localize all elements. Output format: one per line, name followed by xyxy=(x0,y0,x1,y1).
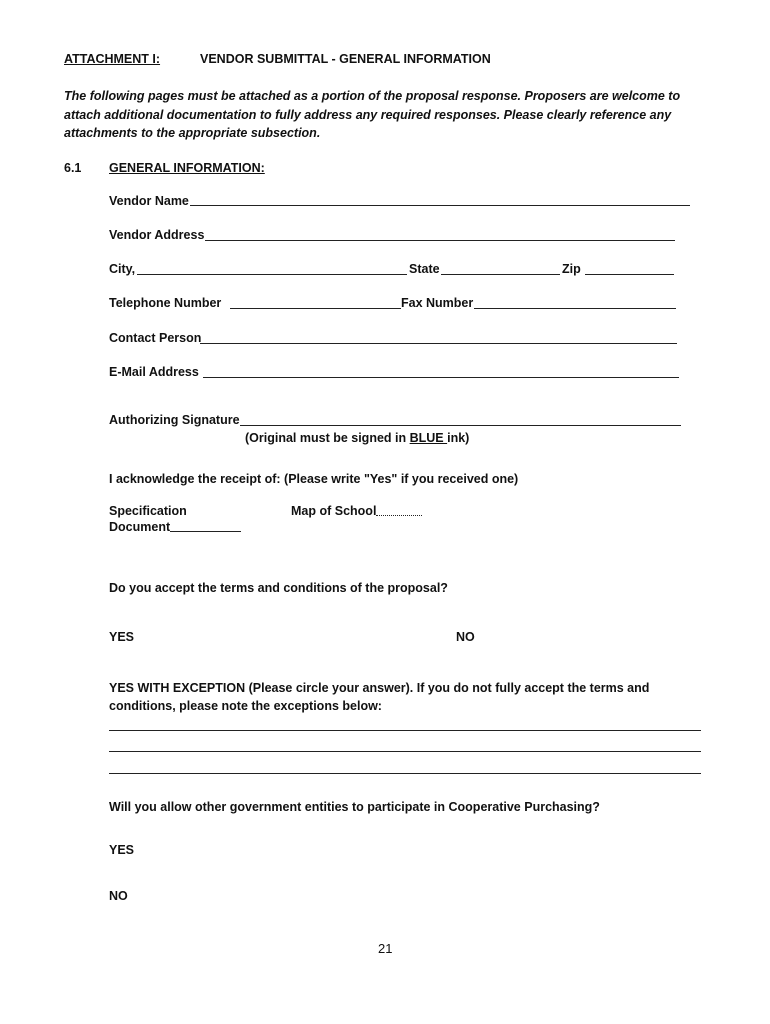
fax-field[interactable] xyxy=(474,308,676,309)
coop-question: Will you allow other government entities to participate in Cooperative Purchasing? xyxy=(109,800,600,814)
page-title: VENDOR SUBMITTAL - GENERAL INFORMATION xyxy=(200,52,491,66)
zip-label: Zip xyxy=(562,262,581,276)
state-label: State xyxy=(409,262,440,276)
page-number: 21 xyxy=(378,941,393,956)
exceptions-line-1[interactable] xyxy=(109,730,701,731)
vendor-name-label: Vendor Name xyxy=(109,194,189,208)
contact-person-label: Contact Person xyxy=(109,331,202,345)
section-title: GENERAL INFORMATION: xyxy=(109,161,265,175)
telephone-label: Telephone Number xyxy=(109,296,222,310)
map-of-school-label: Map of School xyxy=(291,504,377,518)
signature-note-end: ink) xyxy=(447,431,470,445)
attachment-label: ATTACHMENT I: xyxy=(64,52,161,66)
document-label: Document xyxy=(109,520,171,534)
zip-field[interactable] xyxy=(585,274,674,275)
terms-question: Do you accept the terms and conditions of the proposal? xyxy=(109,581,448,595)
specification-label: Specification xyxy=(109,504,187,518)
section-number: 6.1 xyxy=(64,161,82,175)
terms-yes-option[interactable]: YES xyxy=(109,630,135,644)
telephone-field[interactable] xyxy=(230,308,401,309)
coop-no-option[interactable]: NO xyxy=(109,889,128,903)
signature-note-text: (Original must be signed in xyxy=(245,431,410,445)
email-field[interactable] xyxy=(203,377,679,378)
acknowledge-prompt: I acknowledge the receipt of: (Please write "Yes" if you received one) xyxy=(109,472,519,486)
signature-label: Authorizing Signature xyxy=(109,413,240,427)
terms-no-option[interactable]: NO xyxy=(456,630,475,644)
city-label: City, xyxy=(109,262,136,276)
signature-note xyxy=(245,431,469,445)
map-of-school-field[interactable] xyxy=(376,515,422,516)
blue-ink-emphasis: BLUE xyxy=(409,431,448,445)
exceptions-line-2[interactable] xyxy=(109,751,701,752)
vendor-address-label: Vendor Address xyxy=(109,228,205,242)
vendor-address-field[interactable] xyxy=(205,240,675,241)
email-label: E-Mail Address xyxy=(109,365,199,379)
state-field[interactable] xyxy=(441,274,560,275)
city-field[interactable] xyxy=(137,274,407,275)
vendor-name-field[interactable] xyxy=(190,205,690,206)
fax-label: Fax Number xyxy=(401,296,474,310)
coop-yes-option[interactable]: YES xyxy=(109,843,135,857)
exceptions-line-3[interactable] xyxy=(109,773,701,774)
terms-exception-option[interactable]: YES WITH EXCEPTION (Please circle your answer). If you do not fully accept the terms and conditions, please note the exceptions below: xyxy=(109,681,650,713)
intro-paragraph: The following pages must be attached as a portion of the proposal response. Proposers are welcome to attach additional documentation to fully address any required responses. Please clearly reference any attachments to the appropriate subsection. xyxy=(64,89,681,140)
signature-field[interactable] xyxy=(240,425,681,426)
contact-person-field[interactable] xyxy=(200,343,677,344)
specification-document-field[interactable] xyxy=(170,531,241,532)
